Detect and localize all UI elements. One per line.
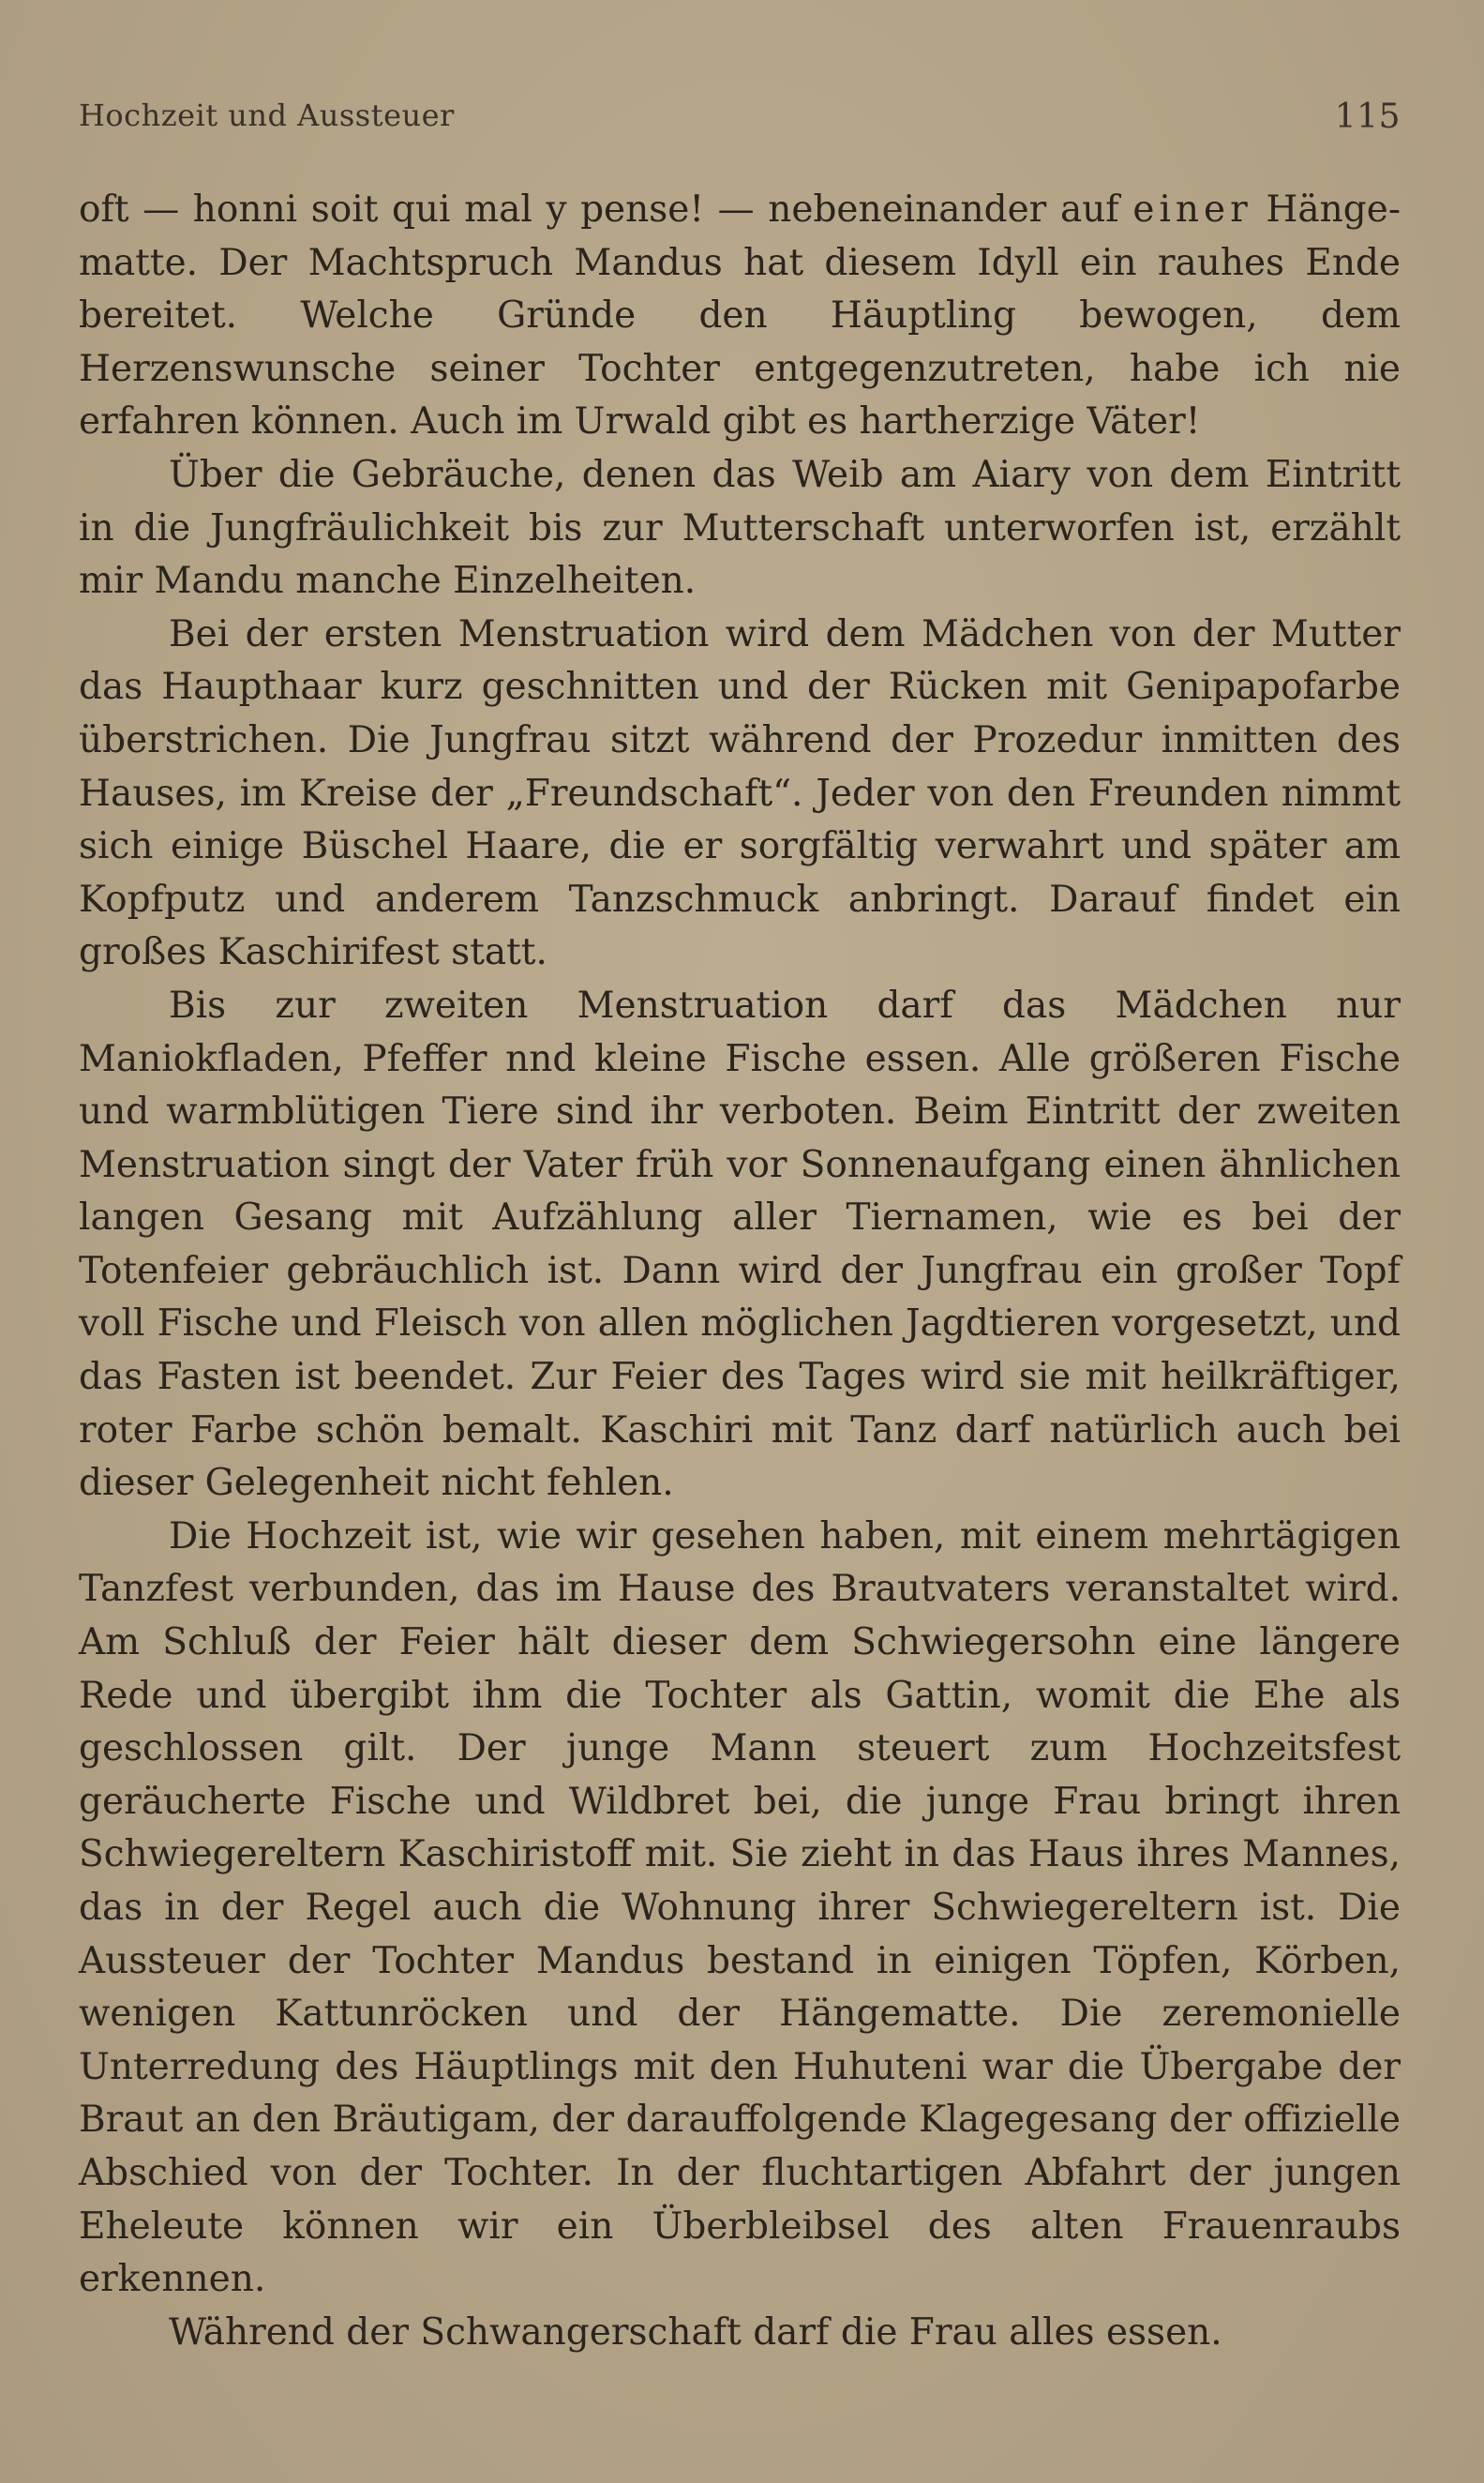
body-text: [79, 184, 1401, 2359]
paragraph-6: Während der Schwangerschaft darf die Frau alles essen.: [169, 2310, 1222, 2354]
paragraph-4: Bis zur zweiten Menstruation darf das Mädchen nur Maniokfladen, Pfeffer nnd kleine Fische essen. Alle größeren Fische und warmblütigen Tiere sind ihr verboten. Beim Eintritt der zweiten Menstruation singt der Vater früh vor Sonnenaufgang einen ähnlichen langen Gesang mit Aufzählung aller Tiernamen, wie es bei der Totenfeier gebräuchlich ist. Dann wird der Jungfrau ein großer Topf voll Fische und Fleisch von allen möglichen Jagdtieren vorgesetzt, und das Fasten ist beendet. Zur Feier des Tages wird sie mit heilkräftiger, roter Farbe schön bemalt. Kaschiri mit Tanz darf natürlich auch bei dieser Gelegenheit nicht fehlen.: [79, 984, 1401, 1505]
paragraph-3: Bei der ersten Menstruation wird dem Mädchen von der Mutter das Haupthaar kurz geschnitten und der Rücken mit Genipapofarbe überstrichen. Die Jungfrau sitzt während der Prozedur inmitten des Hauses, im Kreise der „Freundschaft“. Jeder von den Freunden nimmt sich einige Büschel Haare, die er sorgfältig verwahrt und später am Kopfputz und anderem Tanzschmuck anbringt. Darauf findet ein großes Kaschirifest statt.: [79, 612, 1401, 974]
running-head-title: Hochzeit und Aussteuer: [79, 98, 455, 133]
paragraph-2: Über die Gebräuche, denen das Weib am Aiary von dem Eintritt in die Jungfräulichkeit bis zur Mutterschaft unterworfen ist, erzählt mir Mandu manche Einzelheiten.: [79, 453, 1401, 603]
paragraph-1-before: oft — honni soit qui mal y pense! — nebeneinander auf: [79, 188, 1133, 231]
emphasis-einer: einer: [1132, 188, 1252, 231]
paragraph-1-after: Hängematte. Der Machtspruch Mandus hat diesem Idyll ein rauhes Ende bereitet. Welche Gründe den Häuptling bewogen, dem Herzenswunsche seiner Tochter entgegenzutreten, habe ich nie erfahren können. Auch im Urwald gibt es hartherzige Väter!: [79, 188, 1401, 444]
running-head: [79, 98, 1401, 144]
page-number: 115: [1334, 98, 1401, 136]
paragraph-5: Die Hochzeit ist, wie wir gesehen haben, mit einem mehrtägigen Tanzfest verbunden, das im Hause des Brautvaters veranstaltet wird. Am Schluß der Feier hält dieser dem Schwiegersohn eine längere Rede und übergibt ihm die Tochter als Gattin, womit die Ehe als geschlossen gilt. Der junge Mann steuert zum Hochzeitsfest geräucherte Fische und Wildbret bei, die junge Frau bringt ihren Schwiegereltern Kaschiristoff mit. Sie zieht in das Haus ihres Mannes, das in der Regel auch die Wohnung ihrer Schwiegereltern ist. Die Aussteuer der Tochter Mandus bestand in einigen Töpfen, Körben, wenigen Kattunröcken und der Hängematte. Die zeremonielle Unterredung des Häuptlings mit den Huhuteni war die Übergabe der Braut an den Bräutigam, der darauffolgende Klagegesang der offizielle Abschied von der Tochter. In der fluchtartigen Abfahrt der jungen Eheleute können wir ein Überbleibsel des alten Frauenraubs erkennen.: [79, 1514, 1401, 2301]
paragraph-1: [79, 184, 1401, 449]
